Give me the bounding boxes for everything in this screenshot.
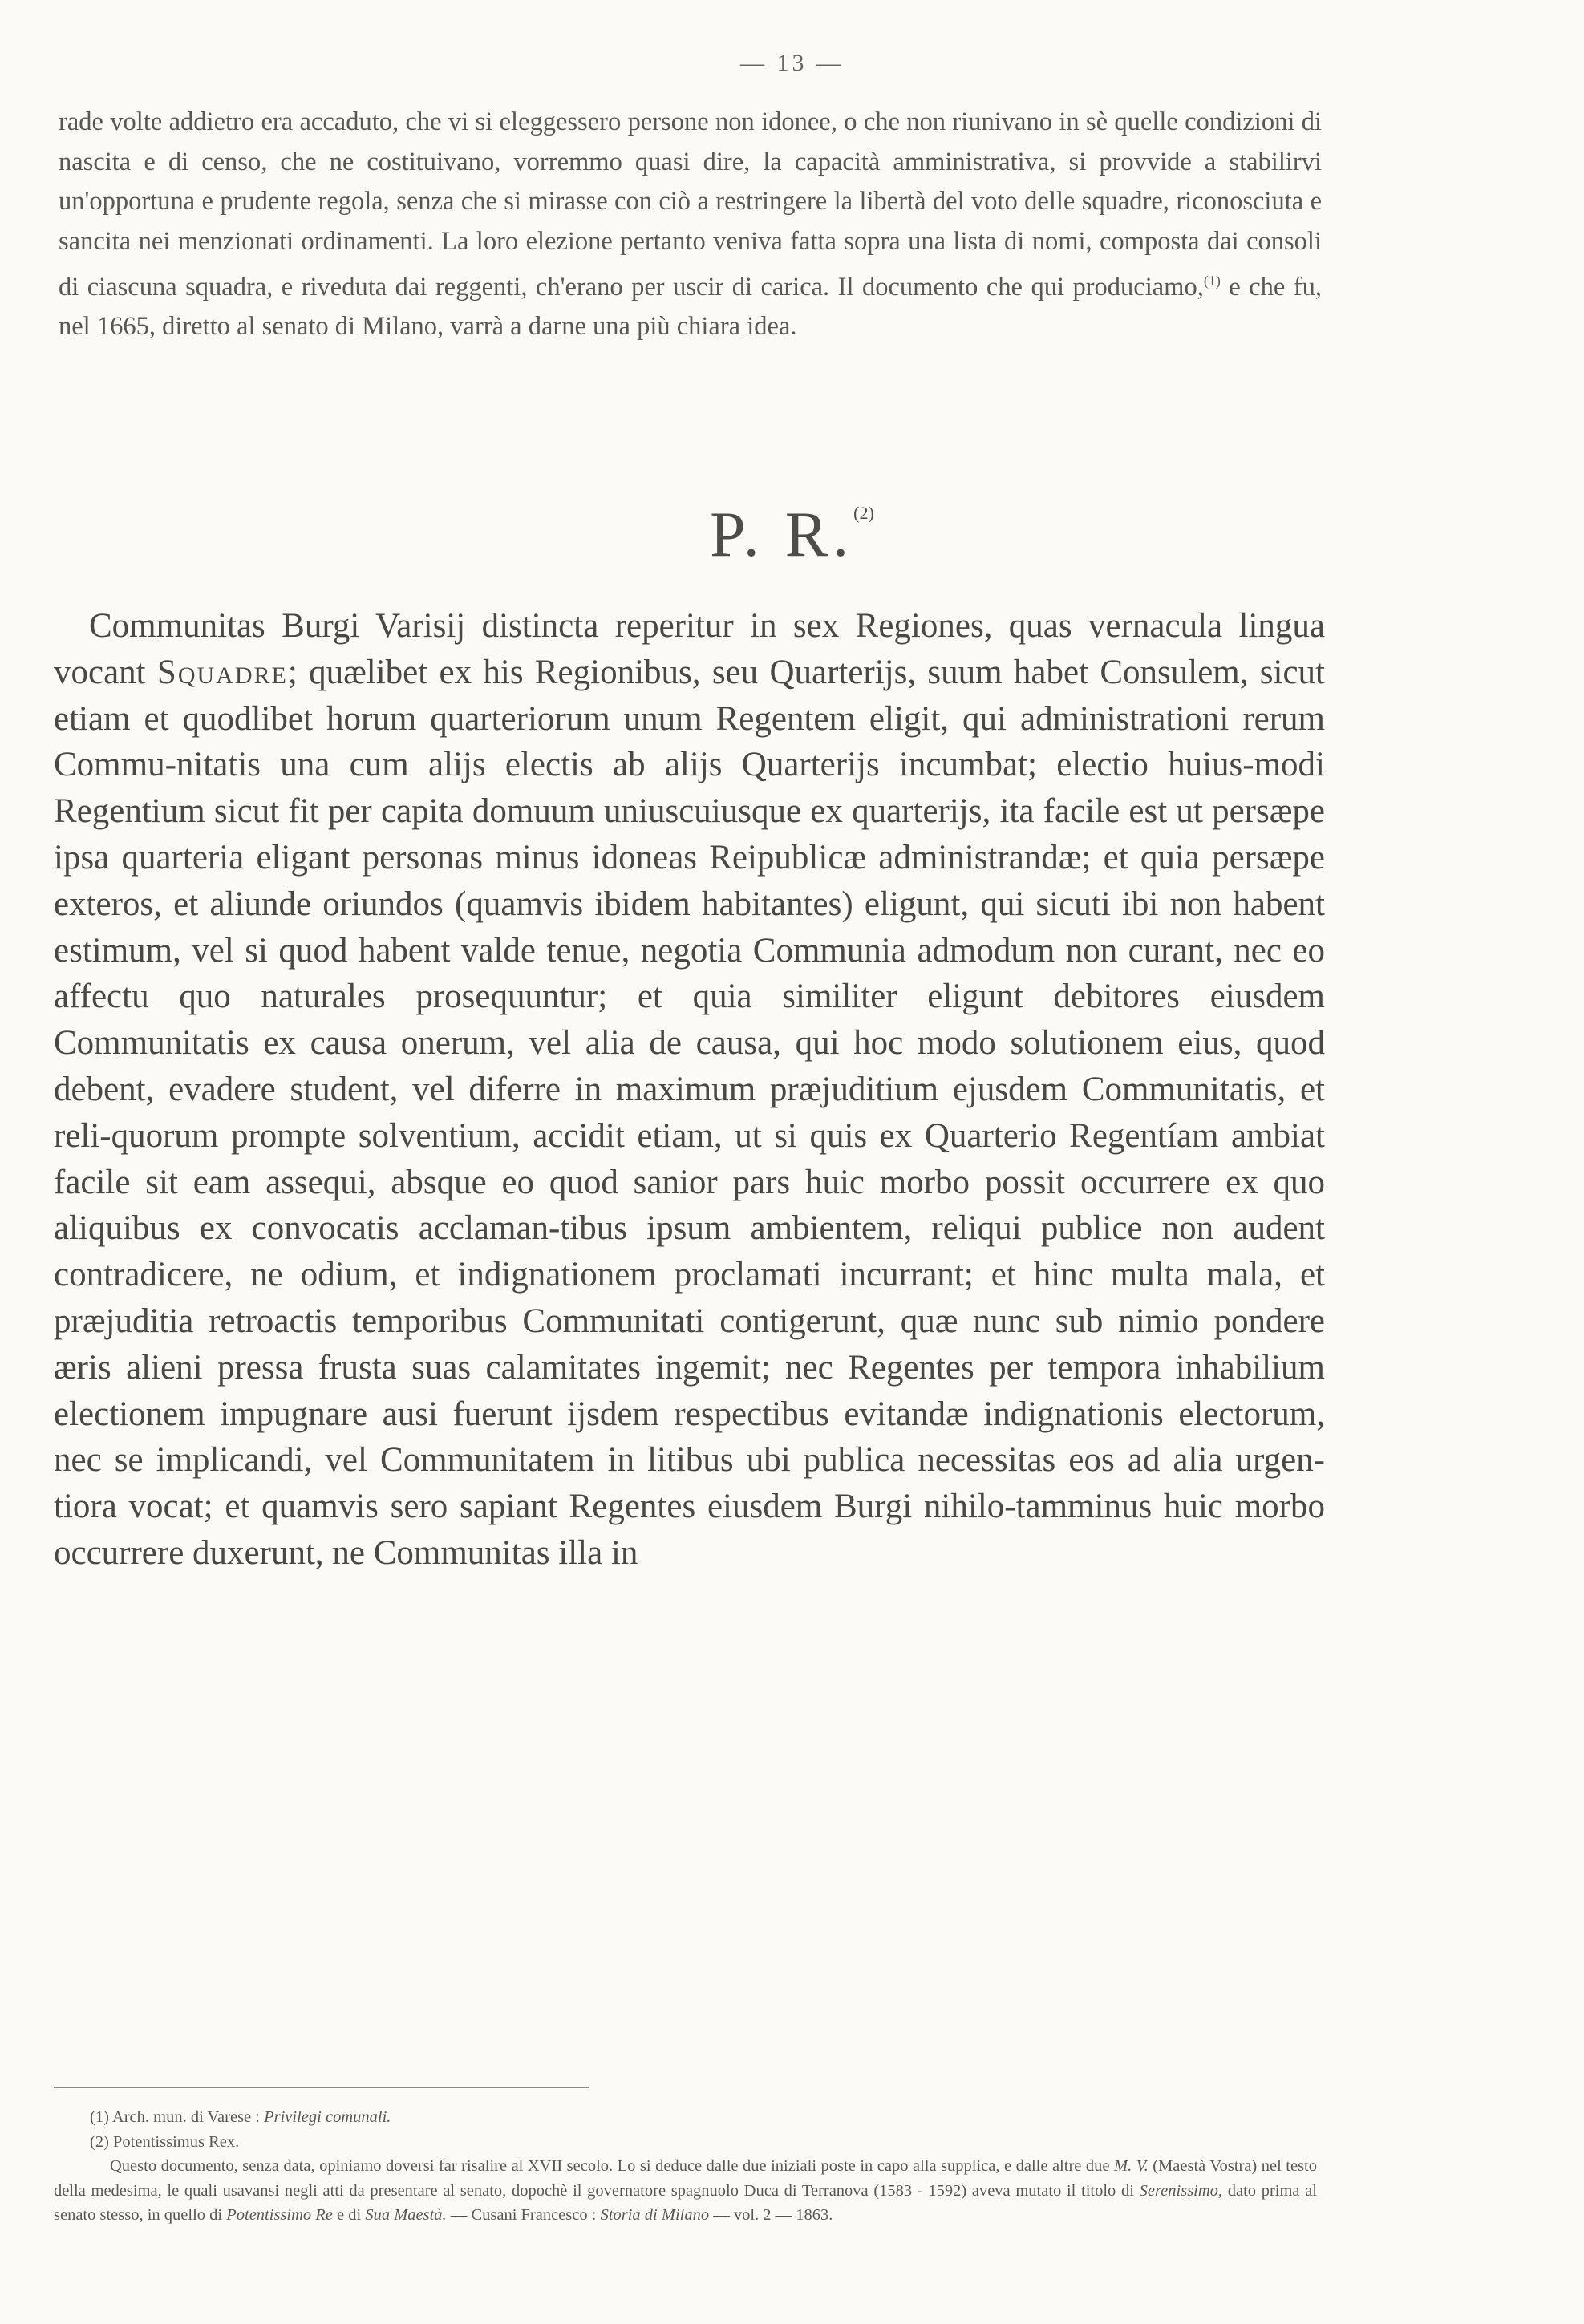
latin-text [54, 603, 1325, 1577]
footnote-2-text [54, 2154, 1317, 2228]
fn2-b: (Maestà Vostra) nel testo della medesima, le quali usavansi negli atti da presentare al senato, dopochè il governatore spagnuolo Duca di Terranova (1583 - 1592) aveva mutato il titolo di [54, 2157, 1317, 2200]
footnote-ref-2: (2) [853, 503, 874, 523]
fn2-e: — Cusani Francesco : [446, 2206, 601, 2224]
heading-text: P. R. [710, 500, 854, 570]
squadre-term: Squadre [156, 653, 288, 691]
fn2-f: — vol. 2 — 1863. [709, 2206, 833, 2224]
intro-text-end: e che fu, nel 1665, diretto al senato di Milano, varrà a darne una più chiara idea. [59, 272, 1322, 342]
footnote-2: (2) Potentissimus Rex. [90, 2132, 240, 2151]
footnote-1-source: Privilegi comunali. [264, 2108, 391, 2126]
intro-text: rade volte addietro era accaduto, che vi si eleggessero persone non idonee, o che non riunivano in sè quelle condizioni di nascita e di censo, che ne costituivano, vorremmo quasi dire, la capacità amministrativa, si provvide a stabilirvi un'opportuna e prudente regola, senza che si mirasse con ciò a restringere la libertà del voto delle squadre, riconosciuta e sancita nei menzionati ordinamenti. La loro elezione pertanto veniva fatta sopra una lista di nomi, composta dai consoli di ciascuna squadra, e riveduta dai reggenti, ch'erano per uscir di carica. Il documento che qui produciamo, [59, 107, 1322, 302]
footnotes [54, 2105, 1317, 2228]
latin-text-part1: Communitas Burgi Varisij distincta reperitur in sex Regiones, quas vernacula lingua vocant [54, 607, 1325, 691]
footnote-ref-1: (1) [1203, 273, 1221, 289]
page-number: — 13 — [740, 50, 844, 76]
intro-paragraph [59, 103, 1322, 347]
footnote-divider [54, 2087, 589, 2088]
footnote-1 [54, 2105, 1317, 2130]
fn2-a: Questo documento, senza data, opiniamo doversi far risalire al XVII secolo. Lo si deduce dalle due iniziali poste in capo alla supplica, e dalle altre due [110, 2157, 1114, 2175]
fn2-mv: M. V. [1114, 2157, 1149, 2175]
fn2-c: dato prima al senato stesso, in quello di [54, 2181, 1318, 2224]
fn2-d: e di [332, 2206, 366, 2224]
fn2-storia: Storia di Milano [600, 2206, 710, 2224]
fn2-ser: Serenissimo, [1139, 2181, 1223, 2200]
footnote-1-label: (1) Arch. mun. di Varese : [90, 2108, 265, 2126]
latin-text-part2: ; quælibet ex his Regionibus, seu Quarterijs, suum habet Consulem, sicut etiam et quodlibet horum quarteriorum unum Regentem eligit, qui administrationi rerum Commu-nitatis una cum alijs electis ab alijs Quarterijs incumbat; electio huius-modi Regentium sicut fit per capita domuum uniuscuiusque ex quarterijs, ita facile est ut persæpe ipsa quarteria eligant personas minus idoneas Reipublicæ administrandæ; et quia persæpe exteros, et aliunde oriundos (quamvis ibidem habitantes) eligunt, qui sicuti ibi non habent estimum, vel si quod habent valde tenue, negotia Communia admodum non curant, nec eo affectu quo naturales prosequuntur; et quia similiter eligunt debitores eiusdem Communitatis ex causa onerum, vel alia de causa, qui hoc modo solutionem eius, quod debent, evadere student, vel diferre in maximum præjuditium ejusdem Communitatis, et reli-quorum prompte solventium, accidit etiam, ut si quis ex Quarterio Regentíam ambiat facile sit eam assequi, absque eo quod sanior pars huic morbo possit occurrere ex quo aliquibus ex convocatis acclaman-tibus ipsum ambientem, reliqui publice non audent contradicere, ne odium, et indignationem proclamati incurrant; et hinc multa mala, et præjuditia retroactis temporibus Communitati contigerunt, quæ nunc sub nimio pondere æris alieni pressa frusta suas calamitates ingemit; nec Regentes per tempora inhabilium electionem impugnare ausi fuerunt ijsdem respectibus evitandæ indignationis electorum, nec se implicandi, vel Communitatem in litibus ubi publica necessitas eos ad alia urgen-tiora vocat; et quamvis sero sapiant Regentes eiusdem Burgi nihilo-tamminus huic morbo occurrere duxerunt, ne Communitas illa in [54, 653, 1325, 1572]
fn2-pot: Potentissimo Re [226, 2206, 333, 2224]
fn2-sm: Sua Maestà. [365, 2206, 447, 2224]
document-heading [0, 499, 1584, 572]
